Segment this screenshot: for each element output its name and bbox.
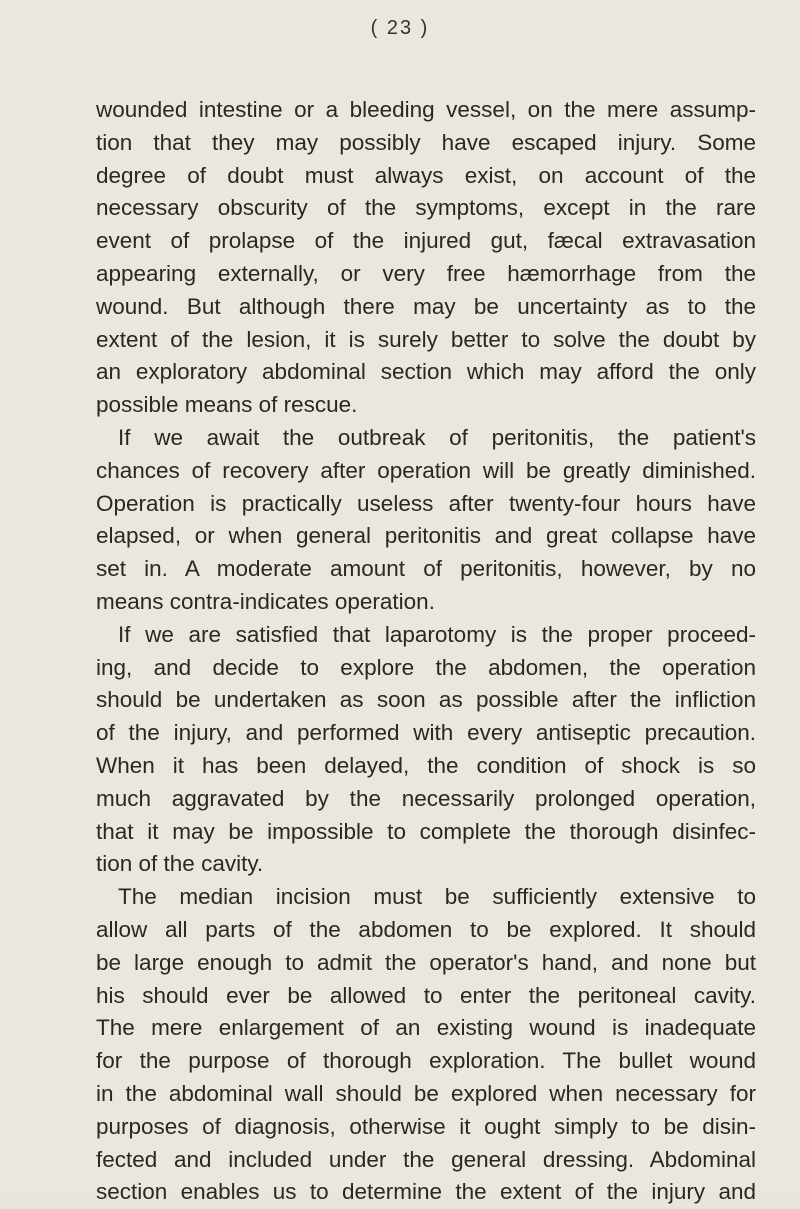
text-line: chances of recovery after operation will be greatly diminished.	[96, 457, 756, 483]
text-line: allow all parts of the abdomen to be explored. It should	[96, 916, 756, 942]
text-line: extent of the lesion, it is surely better to solve the doubt by	[96, 326, 756, 352]
text-line: should be undertaken as soon as possible after the infliction	[96, 687, 756, 713]
text-line: for the purpose of thorough exploration. The bullet wound	[96, 1048, 756, 1074]
text-line: set in. A moderate amount of peritonitis, however, by no	[96, 556, 756, 582]
text-line: The mere enlargement of an existing wound is inadequate	[96, 1015, 756, 1041]
text-line: necessary obscurity of the symptoms, except in the rare	[96, 195, 756, 221]
text-line: of the injury, and performed with every antiseptic precaution.	[96, 720, 756, 746]
text-line: ing, and decide to explore the abdomen, the operation	[96, 654, 756, 680]
text-line: tion that they may possibly have escaped injury. Some	[96, 129, 756, 155]
text-line: fected and included under the general dressing. Abdominal	[96, 1146, 756, 1172]
text-line: wounded intestine or a bleeding vessel, on the mere assump-	[96, 97, 756, 122]
text-line: section enables us to determine the extent of the injury and	[96, 1179, 756, 1205]
text-line: possible means of rescue.	[96, 392, 358, 418]
text-line: event of prolapse of the injured gut, fæcal extravasation	[96, 228, 756, 254]
text-line: in the abdominal wall should be explored when necessary for	[96, 1080, 756, 1106]
text-line: appearing externally, or very free hæmorrhage from the	[96, 260, 756, 286]
text-line: means contra-indicates operation.	[96, 588, 435, 614]
text-line: tion of the cavity.	[96, 851, 264, 877]
paragraph-start-line: If we are satisfied that laparotomy is the proper proceed-	[118, 621, 756, 647]
page-number: ( 23 )	[370, 17, 430, 39]
paragraph-start-line: The median incision must be sufficiently extensive to	[118, 884, 756, 910]
text-line: that it may be impossible to complete the thorough disinfec-	[96, 818, 756, 844]
text-line: Operation is practically useless after twenty-four hours have	[96, 490, 756, 516]
text-line: elapsed, or when general peritonitis and great collapse have	[96, 523, 756, 549]
text-line: When it has been delayed, the condition of shock is so	[96, 752, 756, 778]
text-line: his should ever be allowed to enter the peritoneal cavity.	[96, 982, 756, 1008]
text-line: be large enough to admit the operator's hand, and none but	[96, 949, 756, 975]
text-line: much aggravated by the necessarily prolonged operation,	[96, 785, 756, 811]
text-line: degree of doubt must always exist, on account of the	[96, 162, 756, 188]
text-line: an exploratory abdominal section which may afford the only	[96, 359, 756, 385]
text-line: purposes of diagnosis, otherwise it ought simply to be disin-	[96, 1113, 756, 1139]
body-text	[96, 94, 756, 1209]
text-line: wound. But although there may be uncertainty as to the	[96, 293, 756, 319]
paragraph-start-line: If we await the outbreak of peritonitis, the patient's	[118, 424, 756, 450]
